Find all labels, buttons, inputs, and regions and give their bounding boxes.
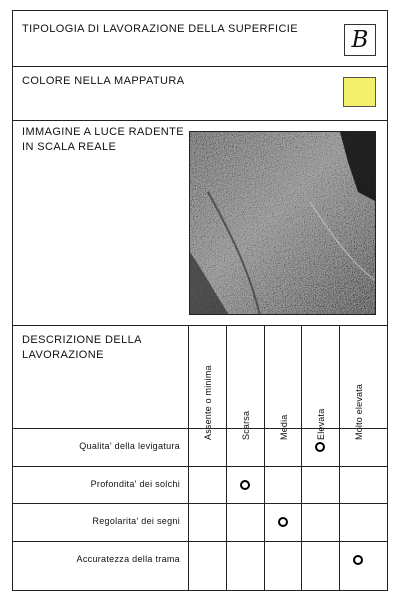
rating-marker [240, 480, 250, 490]
description-label: DESCRIZIONE DELLA LAVORAZIONE [22, 334, 142, 361]
outer-border-top [12, 10, 388, 11]
level-header-label: Media [279, 414, 289, 440]
table-vline [301, 325, 302, 590]
raking-light-label: IMMAGINE A LUCE RADENTE IN SCALA REALE [22, 126, 185, 153]
section-divider [12, 66, 388, 67]
level-header-assente [189, 365, 227, 450]
level-header-label: Molto elevata [354, 383, 364, 440]
section-divider [12, 120, 388, 121]
section-divider [12, 325, 388, 326]
sheet-title: TIPOLOGIA DI LAVORAZIONE DELLA SUPERFICIE [22, 23, 298, 35]
table-hline [12, 503, 388, 504]
level-header-molto-elevata [340, 383, 378, 450]
rating-marker [278, 517, 288, 527]
table-vline [188, 325, 189, 590]
stone-surface-image [190, 132, 376, 315]
outer-border-bottom [12, 590, 388, 591]
table-vline [226, 325, 227, 590]
raking-light-photo [189, 131, 376, 315]
category-code-letter: B [351, 26, 369, 53]
criterion-label: Accuratezza della trama [76, 554, 180, 564]
table-vline [339, 325, 340, 590]
criterion-label: Regolarita' dei segni [92, 516, 180, 526]
table-hline [12, 428, 388, 429]
table-hline [12, 466, 388, 467]
rating-marker [353, 555, 363, 565]
mapping-color-swatch [343, 77, 376, 107]
mapping-color-label: COLORE NELLA MAPPATURA [22, 75, 185, 87]
criterion-label: Profondita' dei solchi [90, 479, 180, 489]
level-header-media [265, 414, 303, 450]
level-header-scarsa [227, 410, 265, 450]
level-header-label: Elevata [316, 408, 326, 440]
level-header-label: Scarsa [241, 410, 251, 440]
category-code [344, 24, 376, 56]
table-hline [12, 541, 388, 542]
level-header-label: Assente o minima [203, 365, 213, 440]
criterion-label: Qualita' della levigatura [79, 441, 180, 451]
rating-marker [315, 442, 325, 452]
table-vline [264, 325, 265, 590]
